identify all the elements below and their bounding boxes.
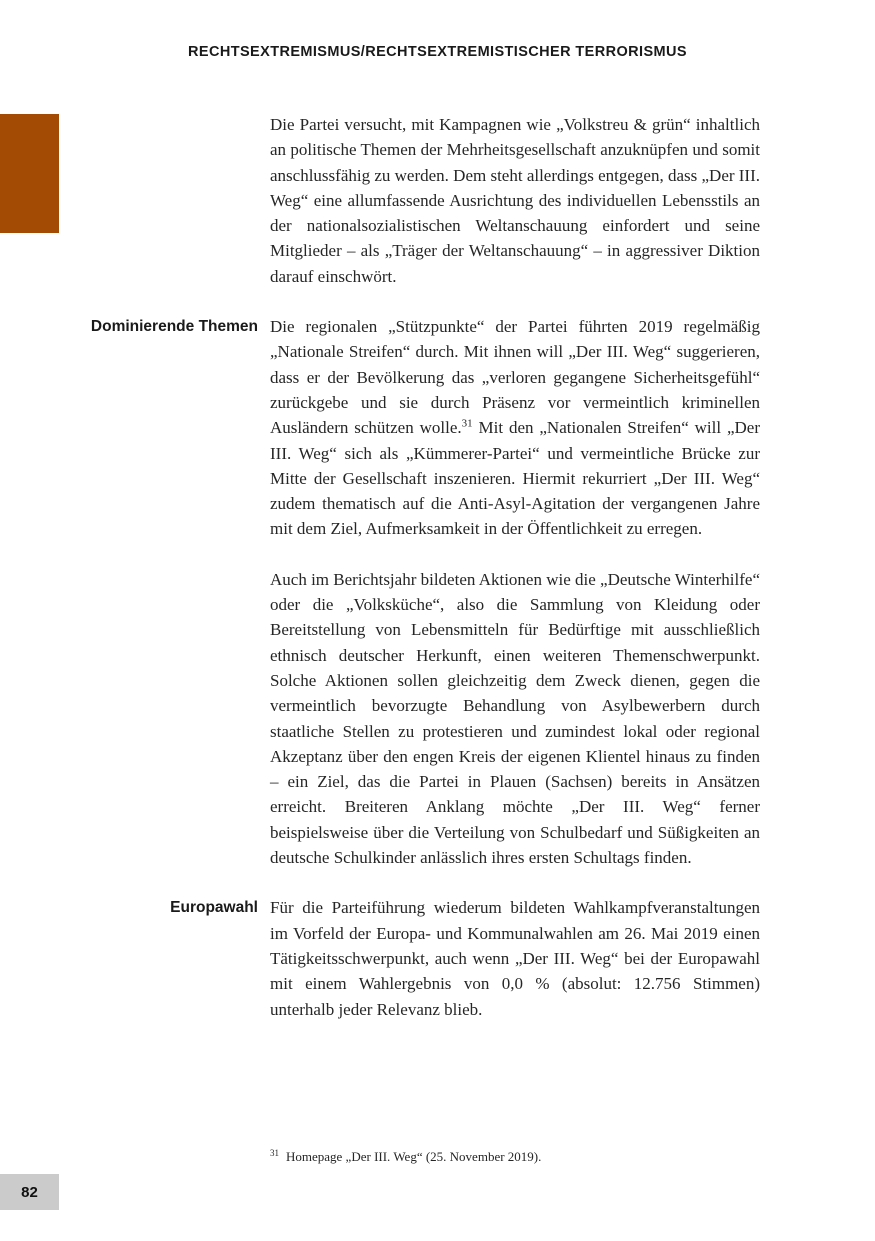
paragraph-body: Für die Parteiführung wiederum bildeten Wahlkampfveranstaltungen im Vorfeld der Europa- und Kommunalwahlen am 26. Mai 2019 einen Tätigkeitsschwerpunkt, auch wenn „Der III. Weg“ bei der Europawahl mit einem Wahlergebnis von 0,0 % (absolut: 12.756 Stimmen) unterhalb jeder Relevanz blieb. (270, 898, 760, 1019)
paragraph-body: Mit den „Nationalen Streifen“ will „Der III. Weg“ sich als „Kümmerer-Partei“ und vermeintliche Brücke zur Mitte der Gesellschaft inszenieren. Hiermit rekurriert „Der III. Weg“ zudem thematisch auf die Anti-Asyl-Agitation der vergangenen Jahre mit dem Ziel, Aufmerksamkeit in der Öffentlichkeit zu erregen. (270, 418, 760, 539)
running-header: RECHTSEXTREMISMUS/RECHTSEXTREMISTISCHER TERRORISMUS (188, 44, 687, 60)
margin-label-europawahl: Europawahl (170, 899, 258, 917)
page-content (0, 112, 760, 1047)
footnote-text: Homepage „Der III. Weg“ (25. November 2019). (286, 1149, 542, 1164)
footnote (270, 1148, 760, 1165)
paragraph-body: Die Partei versucht, mit Kampagnen wie „Volkstreu & grün“ inhaltlich an politische Themen der Mehrheitsgesellschaft anzuknüpfen und somit anschlussfähig zu werden. Dem steht allerdings entgegen, dass „Der III. Weg“ eine allumfassende Ausrichtung des individuellen Lebensstils an der nationalsozialistischen Weltanschauung einfordert und seine Mitglieder – als „Träger der Weltanschauung“ – in aggressiver Diktion darauf einschwört. (270, 115, 761, 286)
paragraph-text (270, 567, 760, 871)
margin-label-dominierende-themen: Dominierende Themen (90, 318, 258, 336)
paragraph-text (270, 112, 760, 289)
paragraph-row (0, 112, 760, 289)
page-number: 82 (21, 1183, 38, 1201)
paragraph-row (0, 314, 760, 542)
paragraph-text (270, 314, 760, 542)
paragraph-row (0, 567, 760, 871)
paragraph-body: Auch im Berichtsjahr bildeten Aktionen wie die „Deutsche Winterhilfe“ oder die „Volksküche“, also die Sammlung von Kleidung oder Bereitstellung von Lebensmitteln für Bedürftige mit ausschließlich ethnisch deutscher Herkunft, einen weiteren Themenschwerpunkt. Solche Aktionen sollen gleichzeitig dem Zweck dienen, gegen die vermeintlich bevorzugte Behandlung von Asylbewerbern durch staatliche Stellen zu protestieren und zumindest lokal oder regional Akzeptanz über den engen Kreis der eigenen Klientel hinaus zu finden – ein Ziel, das die Partei in Plauen (Sachsen) bereits in Ansätzen erreicht. Breiteren Anklang möchte „Der III. Weg“ ferner beispielsweise über die Verteilung von Schulbedarf und Süßigkeiten an deutsche Schulkinder anlässlich ihres ersten Schultags finden. (270, 569, 760, 868)
paragraph-body: Die regionalen „Stützpunkte“ der Partei führten 2019 regelmäßig „Nationale Streifen“ durch. Mit ihnen will „Der III. Weg“ suggerieren, dass er der Bevölkerung das „verloren gegangene Sicherheitsgefühl“ zurückgebe und sie durch Präsenz vor vermeintlich kriminellen Ausländern schützen wolle. (270, 317, 760, 438)
page-number-badge (0, 1174, 59, 1210)
footnote-marker: 31 (270, 1147, 279, 1158)
paragraph-text (270, 895, 760, 1021)
paragraph-row (0, 895, 760, 1021)
footnote-reference: 31 (461, 417, 473, 430)
